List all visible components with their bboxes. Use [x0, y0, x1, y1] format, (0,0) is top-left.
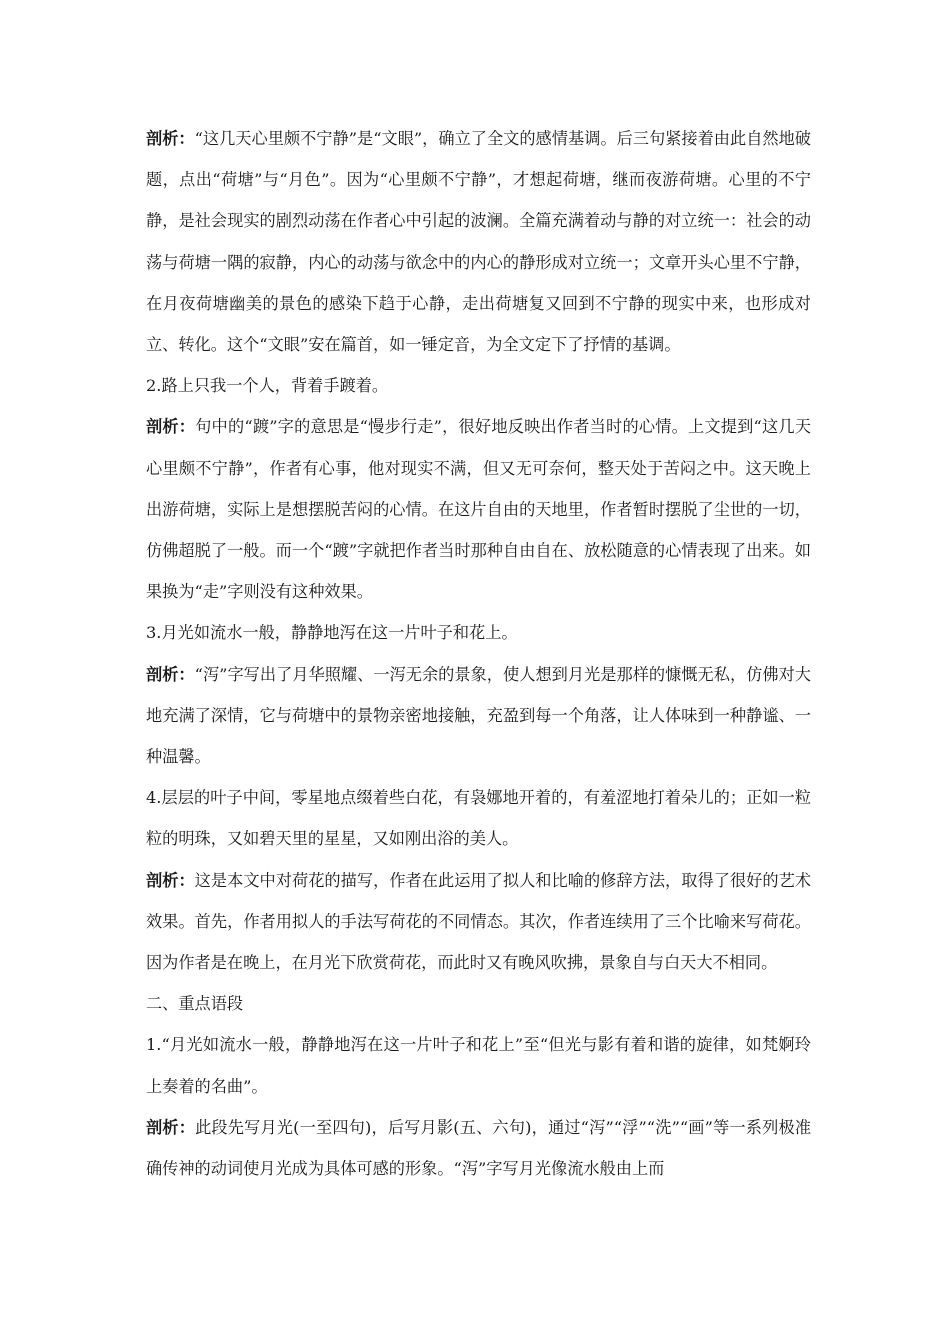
analysis-label: 剖析：: [146, 1117, 196, 1137]
analysis-label: 剖析：: [146, 664, 195, 684]
paragraph-analysis-1: [146, 118, 811, 365]
paragraph-analysis-3: [146, 654, 811, 778]
analysis-label: 剖析：: [146, 417, 196, 437]
paragraph-text: 2.路上只我一个人，背着手踱着。: [146, 376, 389, 396]
document-page: [146, 118, 811, 1189]
analysis-label: 剖析：: [146, 870, 195, 890]
paragraph-analysis-2: [146, 406, 811, 612]
paragraph-sentence-2: [146, 365, 811, 406]
paragraph-text: 这是本文中对荷花的描写，作者在此运用了拟人和比喻的修辞方法，取得了很好的艺术效果。首先，作者用拟人的手法写荷花的不同情态。其次，作者连续用了三个比喻来写荷花。因为作者是在晚上，在月光下欣赏荷花，而此时又有晚风吹拂，景象自与白天大不相同。: [146, 870, 812, 973]
paragraph-text: 句中的“踱”字的意思是“慢步行走”，很好地反映出作者当时的心情。上文提到“这几天心里颇不宁静”，作者有心事，他对现实不满，但又无可奈何，整天处于苦闷之中。这天晚上出游荷塘，实际上是想摆脱苦闷的心情。在这片自由的天地里，作者暂时摆脱了尘世的一切，仿佛超脱了一般。而一个“踱”字就把作者当时那种自由自在、放松随意的心情表现了出来。如果换为“走”字则没有这种效果。: [146, 417, 812, 602]
paragraph-sentence-3: [146, 612, 811, 653]
paragraph-text: 此段先写月光(一至四句)，后写月影(五、六句)，通过“泻”“浮”“洗”“画”等一系列极准确传神的动词使月光成为具体可感的形象。“泻”字写月光像流水般由上而: [146, 1117, 812, 1179]
paragraph-text: “这几天心里颇不宁静”是“文眼”，确立了全文的感情基调。后三句紧接着由此自然地破题，点出“荷塘”与“月色”。因为“心里颇不宁静”，才想起荷塘，继而夜游荷塘。心里的不宁静，是社会现实的剧烈动荡在作者心中引起的波澜。全篇充满着动与静的对立统一：社会的动荡与荷塘一隅的寂静，内心的动荡与欲念中的内心的静形成对立统一；文章开头心里不宁静，在月夜荷塘幽美的景色的感染下趋于心静，走出荷塘复又回到不宁静的现实中来，也形成对立、转化。这个“文眼”安在篇首，如一锤定音，为全文定下了抒情的基调。: [146, 129, 811, 355]
paragraph-sentence-4: [146, 777, 811, 859]
paragraph-passage-1: [146, 1024, 811, 1106]
paragraph-text: 4.层层的叶子中间，零星地点缀着些白花，有袅娜地开着的，有羞涩地打着朵儿的；正如一粒粒的明珠，又如碧天里的星星，又如刚出浴的美人。: [146, 788, 811, 849]
paragraph-analysis-5: [146, 1107, 811, 1189]
paragraph-text: 1.“月光如流水一般，静静地泻在这一片叶子和花上”至“但光与影有着和谐的旋律，如梵婀玲上奏着的名曲”。: [146, 1035, 811, 1096]
paragraph-text: “泻”字写出了月华照耀、一泻无余的景象，使人想到月光是那样的慷慨无私，仿佛对大地充满了深情，它与荷塘中的景物亲密地接触，充盈到每一个角落，让人体味到一种静谧、一种温馨。: [146, 664, 811, 767]
paragraph-text: 3.月光如流水一般，静静地泻在这一片叶子和花上。: [146, 623, 518, 643]
paragraph-analysis-4: [146, 860, 811, 984]
analysis-label: 剖析：: [146, 129, 195, 148]
section-heading: [146, 983, 811, 1024]
paragraph-text: 二、重点语段: [146, 994, 244, 1014]
